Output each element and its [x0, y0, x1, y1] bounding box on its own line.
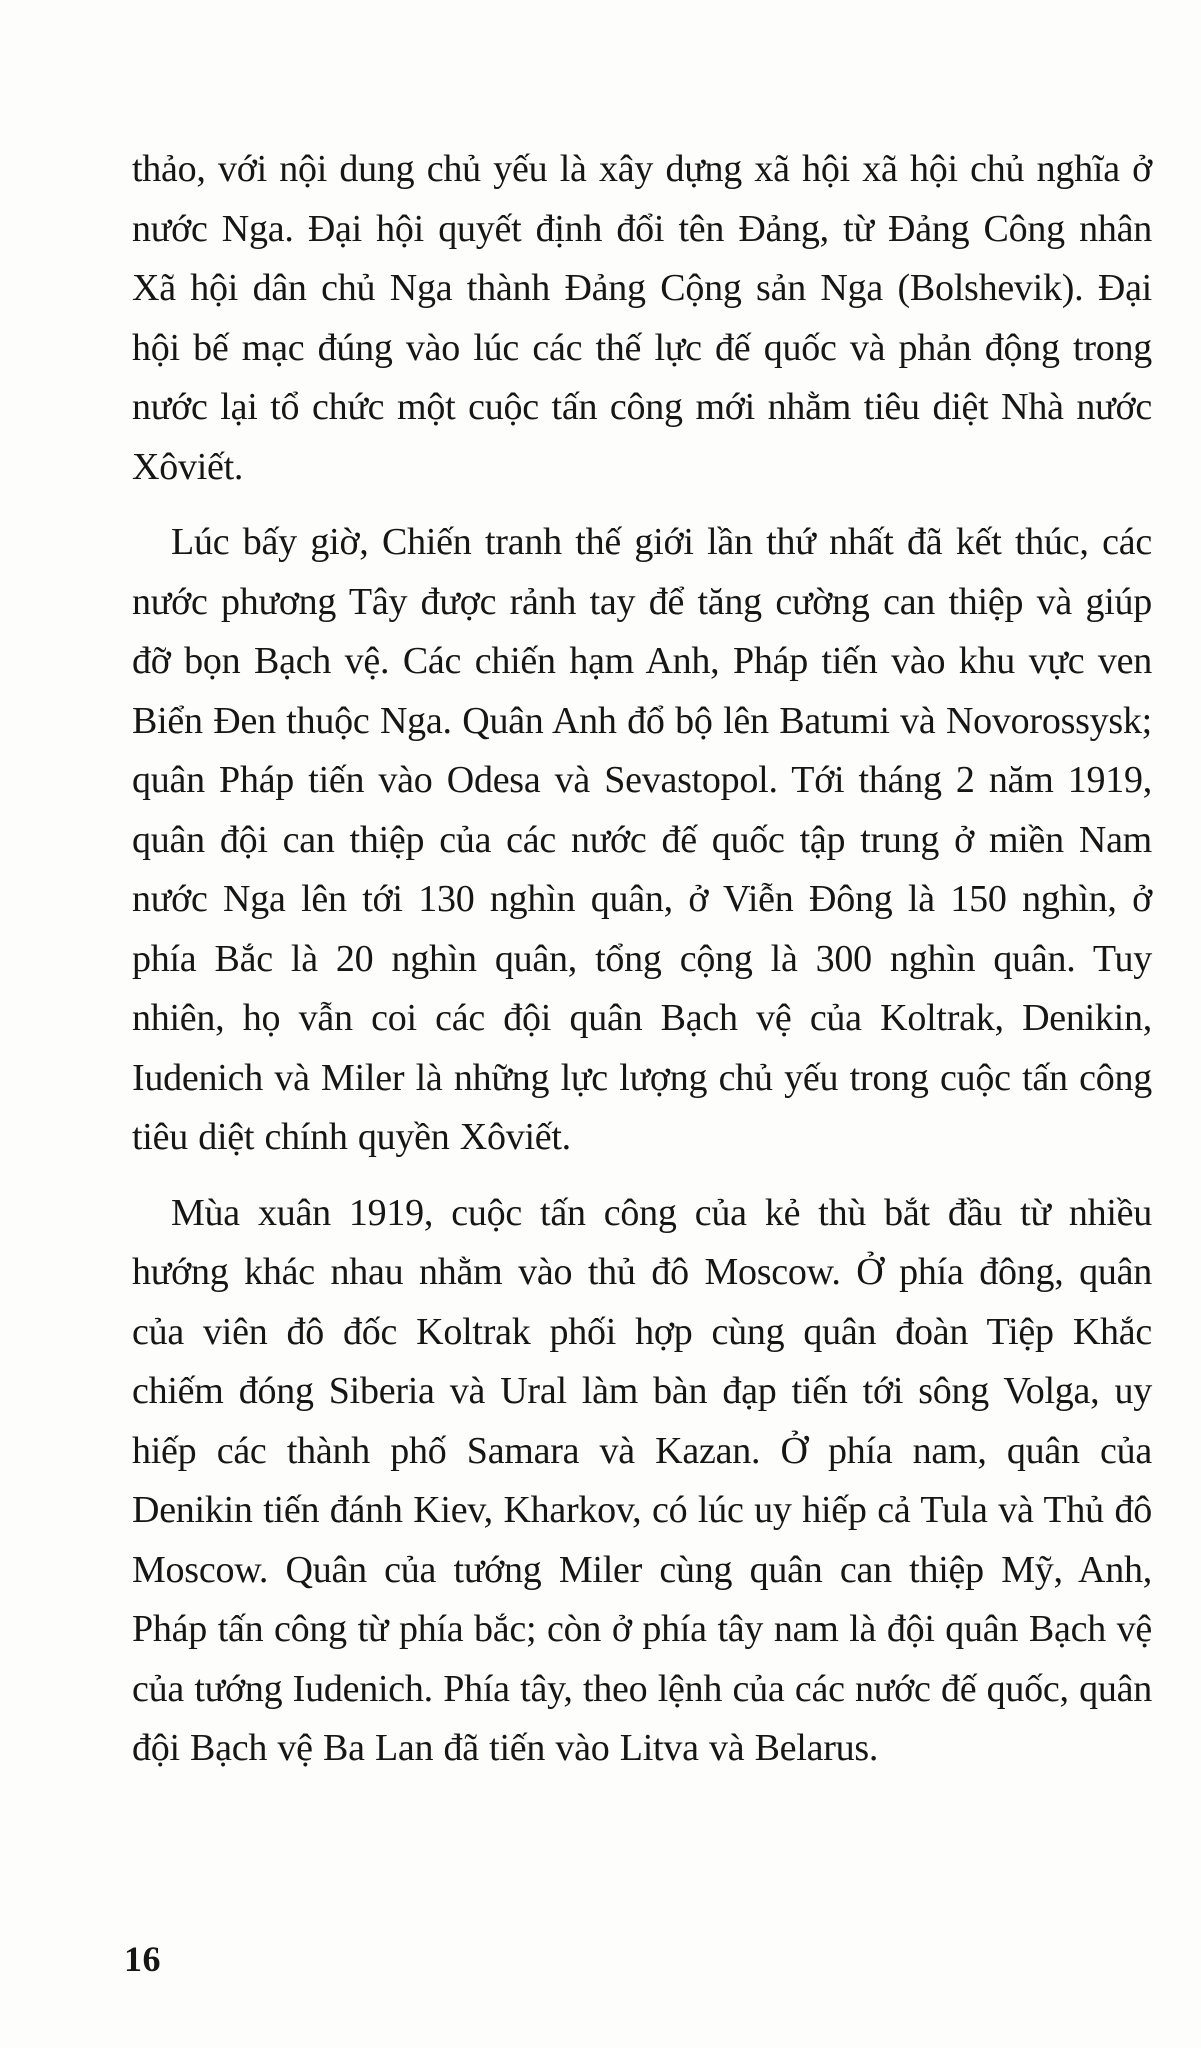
paragraph-continuation: thảo, với nội dung chủ yếu là xây dựng xã hội xã hội chủ nghĩa ở nước Nga. Đại hội quyết định đổi tên Đảng, từ Đảng Công nhân Xã hội dân chủ Nga thành Đảng Cộng sản Nga (Bolshevik). Đại hội bế mạc đúng vào lúc các thế lực đế quốc và phản động trong nước lại tổ chức một cuộc tấn công mới nhằm tiêu diệt Nhà nước Xôviết.: [132, 148, 1152, 488]
paragraph-western-intervention: Lúc bấy giờ, Chiến tranh thế giới lần thứ nhất đã kết thúc, các nước phương Tây được rảnh tay để tăng cường can thiệp và giúp đỡ bọn Bạch vệ. Các chiến hạm Anh, Pháp tiến vào khu vực ven Biển Đen thuộc Nga. Quân Anh đổ bộ lên Batumi và Novorossysk; quân Pháp tiến vào Odesa và Sevastopol. Tới tháng 2 năm 1919, quân đội can thiệp của các nước đế quốc tập trung ở miền Nam nước Nga lên tới 130 nghìn quân, ở Viễn Đông là 150 nghìn, ở phía Bắc là 20 nghìn quân, tổng cộng là 300 nghìn quân. Tuy nhiên, họ vẫn coi các đội quân Bạch vệ của Koltrak, Denikin, Iudenich và Miler là những lực lượng chủ yếu trong cuộc tấn công tiêu diệt chính quyền Xôviết.: [132, 521, 1152, 1158]
page-number: 16: [124, 1939, 161, 1979]
page-body-text: [132, 140, 1152, 1795]
paragraph-spring-1919-offensive: Mùa xuân 1919, cuộc tấn công của kẻ thù bắt đầu từ nhiều hướng khác nhau nhằm vào thủ đô Moscow. Ở phía đông, quân của viên đô đốc Koltrak phối hợp cùng quân đoàn Tiệp Khắc chiếm đóng Siberia và Ural làm bàn đạp tiến tới sông Volga, uy hiếp các thành phố Samara và Kazan. Ở phía nam, quân của Denikin tiến đánh Kiev, Kharkov, có lúc uy hiếp cả Tula và Thủ đô Moscow. Quân của tướng Miler cùng quân can thiệp Mỹ, Anh, Pháp tấn công từ phía bắc; còn ở phía tây nam là đội quân Bạch vệ của tướng Iudenich. Phía tây, theo lệnh của các nước đế quốc, quân đội Bạch vệ Ba Lan đã tiến vào Litva và Belarus.: [132, 1191, 1152, 1769]
